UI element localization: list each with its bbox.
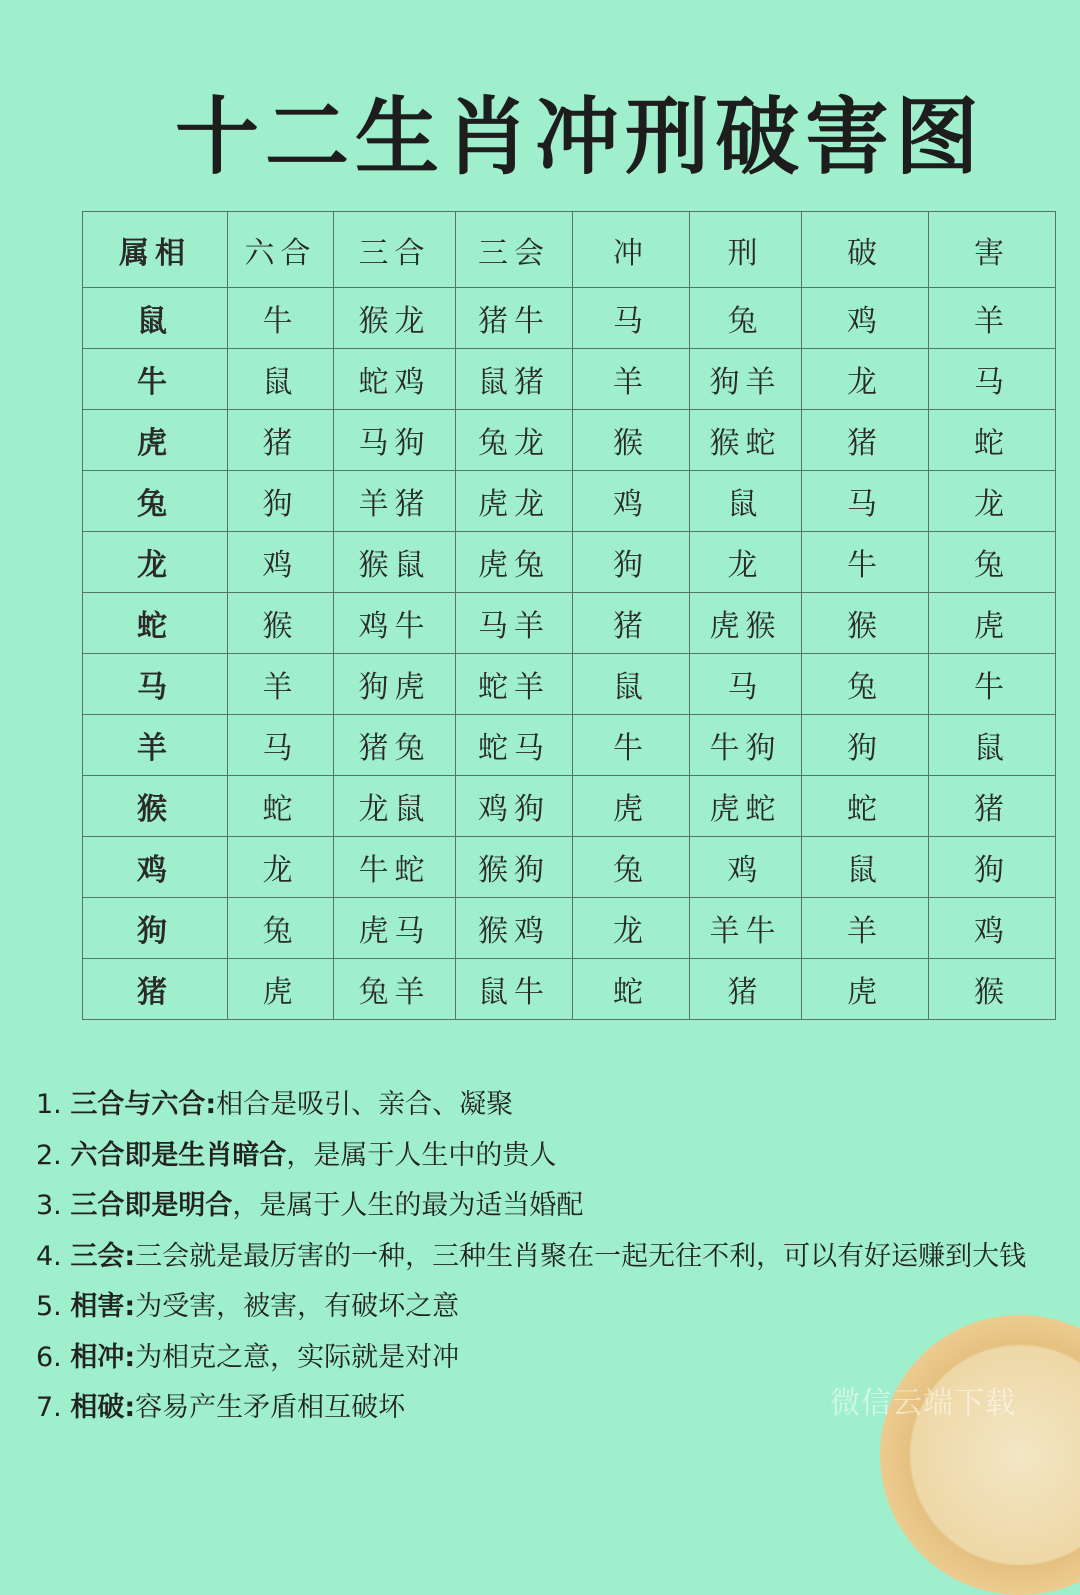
table-cell: 猪 xyxy=(802,410,929,471)
table-cell: 虎马 xyxy=(334,898,456,959)
table-cell: 鸡狗 xyxy=(456,776,573,837)
table-cell: 猴 xyxy=(802,593,929,654)
table-cell: 猴 xyxy=(228,593,334,654)
note-number: 7. xyxy=(36,1392,71,1423)
table-cell: 马 xyxy=(802,471,929,532)
table-cell: 龙 xyxy=(802,349,929,410)
table-cell: 兔龙 xyxy=(456,410,573,471)
note-text: ，是属于人生的最为适当婚配 xyxy=(232,1190,584,1221)
note-key: 三合与六合: xyxy=(70,1089,217,1120)
table-cell: 虎蛇 xyxy=(690,776,802,837)
note-number: 2. xyxy=(36,1139,71,1171)
table-cell: 鸡牛 xyxy=(334,593,456,654)
table-cell: 鼠猪 xyxy=(456,349,573,410)
animal-cell: 猴 xyxy=(83,776,228,837)
table-cell: 马 xyxy=(929,349,1056,410)
header-cell-sanhui: 三会 xyxy=(456,212,573,288)
note-key: 六合即是生肖暗合 xyxy=(70,1139,287,1171)
header-cell-chong: 冲 xyxy=(573,212,690,288)
table-cell: 猴鸡 xyxy=(456,898,573,959)
table-row xyxy=(83,288,1056,349)
note-number: 1. xyxy=(36,1089,71,1120)
table-cell: 牛 xyxy=(228,288,334,349)
table-cell: 蛇 xyxy=(929,410,1056,471)
animal-cell: 蛇 xyxy=(83,593,228,654)
table-cell: 虎 xyxy=(228,959,334,1020)
table-cell: 兔 xyxy=(573,837,690,898)
table-cell: 猴狗 xyxy=(456,837,573,898)
table-cell: 虎 xyxy=(573,776,690,837)
table-cell: 羊 xyxy=(228,654,334,715)
table-cell: 兔 xyxy=(690,288,802,349)
table-cell: 兔 xyxy=(929,532,1056,593)
header-cell-xing: 刑 xyxy=(690,212,802,288)
table-cell: 虎猴 xyxy=(690,593,802,654)
table-cell: 鼠 xyxy=(573,654,690,715)
table-cell: 鸡 xyxy=(573,471,690,532)
note-text: 为相克之意，实际就是对冲 xyxy=(135,1341,460,1373)
header-cell-po: 破 xyxy=(802,212,929,288)
note-number: 3. xyxy=(36,1190,71,1221)
table-cell: 猪 xyxy=(929,776,1056,837)
note-key: 三会: xyxy=(70,1240,136,1272)
table-cell: 龙鼠 xyxy=(334,776,456,837)
table-cell: 猴 xyxy=(929,959,1056,1020)
table-cell: 马 xyxy=(228,715,334,776)
table-cell: 猴龙 xyxy=(334,288,456,349)
table-cell: 狗 xyxy=(228,471,334,532)
header-cell-animal: 属相 xyxy=(83,212,228,288)
note-item xyxy=(36,1333,1076,1384)
animal-cell: 鸡 xyxy=(83,837,228,898)
note-number: 5. xyxy=(36,1291,71,1322)
note-number: 6. xyxy=(36,1341,71,1373)
animal-cell: 兔 xyxy=(83,471,228,532)
table-cell: 兔 xyxy=(802,654,929,715)
table-cell: 蛇 xyxy=(573,959,690,1020)
note-number: 4. xyxy=(36,1240,71,1272)
animal-cell: 虎 xyxy=(83,410,228,471)
table-cell: 龙 xyxy=(573,898,690,959)
note-key: 相破: xyxy=(70,1392,136,1423)
table-cell: 猴鼠 xyxy=(334,532,456,593)
table-cell: 猪 xyxy=(573,593,690,654)
table-cell: 牛 xyxy=(802,532,929,593)
table-cell: 鸡 xyxy=(690,837,802,898)
table-row xyxy=(83,654,1056,715)
table-cell: 马 xyxy=(573,288,690,349)
table-row xyxy=(83,532,1056,593)
table-cell: 蛇羊 xyxy=(456,654,573,715)
table-cell: 猴蛇 xyxy=(690,410,802,471)
table-cell: 羊猪 xyxy=(334,471,456,532)
note-key: 三合即是明合 xyxy=(70,1190,233,1221)
watermark: 微信云端下载 xyxy=(830,1386,1016,1421)
table-cell: 马 xyxy=(690,654,802,715)
table-row xyxy=(83,349,1056,410)
table-cell: 龙 xyxy=(929,471,1056,532)
table-cell: 猴 xyxy=(573,410,690,471)
table-row xyxy=(83,959,1056,1020)
table-cell: 龙 xyxy=(228,837,334,898)
table-row xyxy=(83,898,1056,959)
table-cell: 虎 xyxy=(802,959,929,1020)
table-cell: 虎兔 xyxy=(456,532,573,593)
note-text: 三会就是最厉害的一种，三种生肖聚在一起无往不利，可以有好运赚到大钱 xyxy=(135,1240,1027,1272)
zodiac-table xyxy=(82,211,1056,1020)
table-row xyxy=(83,471,1056,532)
animal-cell: 鼠 xyxy=(83,288,228,349)
table-row xyxy=(83,715,1056,776)
table-cell: 蛇马 xyxy=(456,715,573,776)
table-cell: 蛇 xyxy=(802,776,929,837)
table-cell: 羊 xyxy=(929,288,1056,349)
table-row xyxy=(83,593,1056,654)
table-cell: 马羊 xyxy=(456,593,573,654)
table-cell: 狗 xyxy=(802,715,929,776)
table-cell: 羊 xyxy=(802,898,929,959)
note-item xyxy=(36,1181,1076,1232)
animal-cell: 牛 xyxy=(83,349,228,410)
table-cell: 牛狗 xyxy=(690,715,802,776)
note-text: ，是属于人生中的贵人 xyxy=(286,1139,557,1171)
table-cell: 羊 xyxy=(573,349,690,410)
table-cell: 鼠 xyxy=(690,471,802,532)
table-cell: 狗羊 xyxy=(690,349,802,410)
table-body xyxy=(83,288,1056,1020)
table-cell: 鼠 xyxy=(929,715,1056,776)
animal-cell: 马 xyxy=(83,654,228,715)
page-title: 十二生肖冲刑破害图 xyxy=(174,88,985,186)
table-cell: 羊牛 xyxy=(690,898,802,959)
table-cell: 兔 xyxy=(228,898,334,959)
table-cell: 牛蛇 xyxy=(334,837,456,898)
note-text: 为受害，被害，有破坏之意 xyxy=(135,1291,460,1322)
table-cell: 鼠 xyxy=(228,349,334,410)
table-cell: 兔羊 xyxy=(334,959,456,1020)
table-cell: 蛇 xyxy=(228,776,334,837)
animal-cell: 狗 xyxy=(83,898,228,959)
header-cell-sanhe: 三合 xyxy=(334,212,456,288)
table-cell: 虎龙 xyxy=(456,471,573,532)
header-cell-hai: 害 xyxy=(929,212,1056,288)
table-cell: 猪 xyxy=(690,959,802,1020)
table-row xyxy=(83,837,1056,898)
note-item xyxy=(36,1232,1076,1283)
table-cell: 猪 xyxy=(228,410,334,471)
table-cell: 猪牛 xyxy=(456,288,573,349)
table-cell: 鸡 xyxy=(802,288,929,349)
table-cell: 牛 xyxy=(573,715,690,776)
table-cell: 狗虎 xyxy=(334,654,456,715)
table-cell: 猪兔 xyxy=(334,715,456,776)
table-cell: 鼠 xyxy=(802,837,929,898)
note-key: 相冲: xyxy=(70,1341,136,1373)
animal-cell: 龙 xyxy=(83,532,228,593)
table-row xyxy=(83,776,1056,837)
table-cell: 蛇鸡 xyxy=(334,349,456,410)
note-item xyxy=(36,1282,1076,1333)
table-cell: 鸡 xyxy=(228,532,334,593)
animal-cell: 羊 xyxy=(83,715,228,776)
table-row xyxy=(83,410,1056,471)
note-item xyxy=(36,1131,1076,1182)
table-cell: 鸡 xyxy=(929,898,1056,959)
header-cell-liuhe: 六合 xyxy=(228,212,334,288)
note-text: 容易产生矛盾相互破坏 xyxy=(135,1392,406,1423)
table-cell: 马狗 xyxy=(334,410,456,471)
table-cell: 鼠牛 xyxy=(456,959,573,1020)
table-cell: 虎 xyxy=(929,593,1056,654)
animal-cell: 猪 xyxy=(83,959,228,1020)
table-cell: 牛 xyxy=(929,654,1056,715)
note-text: 相合是吸引、亲合、凝聚 xyxy=(216,1089,514,1120)
table-cell: 狗 xyxy=(573,532,690,593)
table-header-row xyxy=(83,212,1056,288)
table-cell: 龙 xyxy=(690,532,802,593)
note-item xyxy=(36,1080,1076,1131)
note-key: 相害: xyxy=(70,1291,136,1322)
table-cell: 狗 xyxy=(929,837,1056,898)
